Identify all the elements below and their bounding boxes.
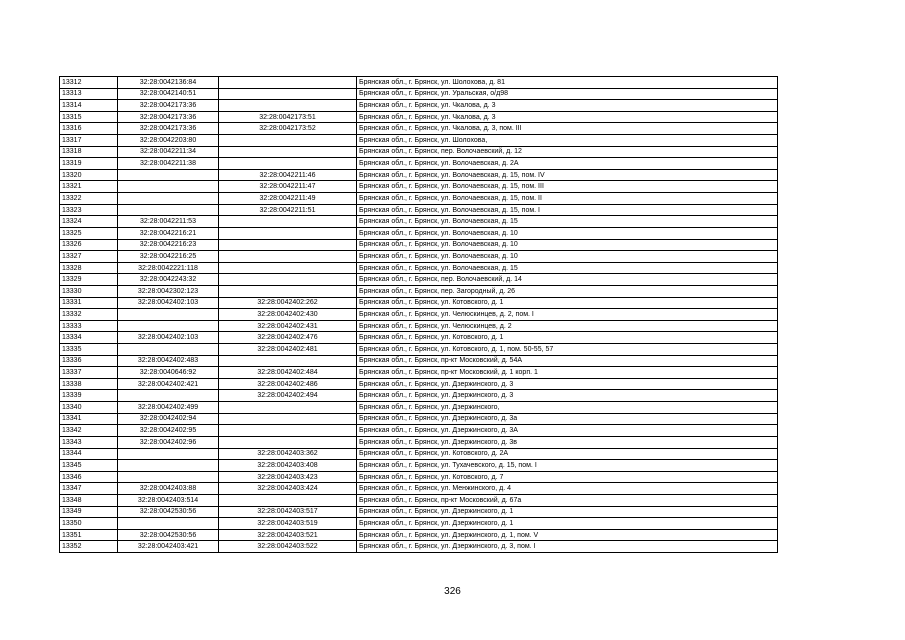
cadastral-number-cell: 32:28:0042402:483 — [118, 355, 219, 367]
address-cell: Брянская обл., г. Брянск, ул. Волочаевская, д. 15, пом. IV — [357, 169, 778, 181]
table-row — [60, 262, 778, 274]
cadastral-number-cell: 32:28:0042216:25 — [118, 251, 219, 263]
object-cadastral-number-cell — [219, 494, 357, 506]
row-number-cell: 13324 — [60, 216, 118, 228]
row-number-cell: 13323 — [60, 204, 118, 216]
table-row — [60, 506, 778, 518]
cadastral-number-cell: 32:28:0042402:103 — [118, 332, 219, 344]
row-number-cell: 13329 — [60, 274, 118, 286]
cadastral-number-cell: 32:28:0042302:123 — [118, 285, 219, 297]
table-row — [60, 448, 778, 460]
row-number-cell: 13322 — [60, 193, 118, 205]
table-row — [60, 146, 778, 158]
address-cell: Брянская обл., г. Брянск, пер. Волочаевский, д. 12 — [357, 146, 778, 158]
table-row — [60, 332, 778, 344]
object-cadastral-number-cell: 32:28:0042402:262 — [219, 297, 357, 309]
object-cadastral-number-cell: 32:28:0042211:47 — [219, 181, 357, 193]
cadastral-number-cell: 32:28:0042221:118 — [118, 262, 219, 274]
table-row — [60, 204, 778, 216]
row-number-cell: 13319 — [60, 158, 118, 170]
row-number-cell: 13351 — [60, 529, 118, 541]
registry-table-body — [60, 77, 778, 553]
object-cadastral-number-cell — [219, 355, 357, 367]
cadastral-number-cell: 32:28:0040646:92 — [118, 367, 219, 379]
cadastral-number-cell — [118, 344, 219, 356]
row-number-cell: 13332 — [60, 309, 118, 321]
object-cadastral-number-cell: 32:28:0042402:431 — [219, 320, 357, 332]
address-cell: Брянская обл., г. Брянск, ул. Дзержинского, д. 1, пом. V — [357, 529, 778, 541]
object-cadastral-number-cell — [219, 274, 357, 286]
table-row — [60, 494, 778, 506]
object-cadastral-number-cell — [219, 227, 357, 239]
row-number-cell: 13315 — [60, 111, 118, 123]
object-cadastral-number-cell: 32:28:0042403:517 — [219, 506, 357, 518]
address-cell: Брянская обл., г. Брянск, ул. Дзержинского, д. 3, пом. I — [357, 541, 778, 553]
cadastral-number-cell — [118, 460, 219, 472]
table-row — [60, 100, 778, 112]
object-cadastral-number-cell: 32:28:0042403:362 — [219, 448, 357, 460]
table-row — [60, 227, 778, 239]
object-cadastral-number-cell: 32:28:0042403:522 — [219, 541, 357, 553]
cadastral-number-cell: 32:28:0042211:53 — [118, 216, 219, 228]
row-number-cell: 13326 — [60, 239, 118, 251]
row-number-cell: 13341 — [60, 413, 118, 425]
row-number-cell: 13317 — [60, 135, 118, 147]
address-cell: Брянская обл., г. Брянск, ул. Котовского, д. 1 — [357, 297, 778, 309]
row-number-cell: 13330 — [60, 285, 118, 297]
table-row — [60, 320, 778, 332]
row-number-cell: 13325 — [60, 227, 118, 239]
page-number: 326 — [444, 586, 461, 597]
address-cell: Брянская обл., г. Брянск, пер. Загородный, д. 26 — [357, 285, 778, 297]
row-number-cell: 13346 — [60, 471, 118, 483]
table-row — [60, 378, 778, 390]
cadastral-number-cell: 32:28:0042402:96 — [118, 436, 219, 448]
cadastral-number-cell: 32:28:0042211:34 — [118, 146, 219, 158]
row-number-cell: 13331 — [60, 297, 118, 309]
row-number-cell: 13320 — [60, 169, 118, 181]
table-row — [60, 367, 778, 379]
address-cell: Брянская обл., г. Брянск, ул. Челюскинцев, д. 2, пом. I — [357, 309, 778, 321]
cadastral-number-cell: 32:28:0042402:103 — [118, 297, 219, 309]
row-number-cell: 13321 — [60, 181, 118, 193]
object-cadastral-number-cell — [219, 100, 357, 112]
address-cell: Брянская обл., г. Брянск, ул. Волочаевская, д. 15, пом. III — [357, 181, 778, 193]
address-cell: Брянская обл., г. Брянск, ул. Дзержинского, д. 3А — [357, 425, 778, 437]
cadastral-number-cell — [118, 320, 219, 332]
row-number-cell: 13313 — [60, 88, 118, 100]
row-number-cell: 13335 — [60, 344, 118, 356]
object-cadastral-number-cell: 32:28:0042403:519 — [219, 518, 357, 530]
cadastral-number-cell — [118, 204, 219, 216]
cadastral-number-cell — [118, 390, 219, 402]
row-number-cell: 13336 — [60, 355, 118, 367]
table-row — [60, 402, 778, 414]
object-cadastral-number-cell — [219, 425, 357, 437]
cadastral-number-cell: 32:28:0042211:38 — [118, 158, 219, 170]
address-cell: Брянская обл., г. Брянск, пр-кт Московский, д. 54А — [357, 355, 778, 367]
row-number-cell: 13327 — [60, 251, 118, 263]
address-cell: Брянская обл., г. Брянск, ул. Шолохова, д. 81 — [357, 77, 778, 89]
object-cadastral-number-cell — [219, 402, 357, 414]
row-number-cell: 13337 — [60, 367, 118, 379]
row-number-cell: 13350 — [60, 518, 118, 530]
cadastral-number-cell: 32:28:0042402:499 — [118, 402, 219, 414]
row-number-cell: 13328 — [60, 262, 118, 274]
object-cadastral-number-cell — [219, 146, 357, 158]
object-cadastral-number-cell: 32:28:0042402:481 — [219, 344, 357, 356]
row-number-cell: 13349 — [60, 506, 118, 518]
row-number-cell: 13333 — [60, 320, 118, 332]
object-cadastral-number-cell — [219, 262, 357, 274]
table-row — [60, 239, 778, 251]
object-cadastral-number-cell: 32:28:0042173:51 — [219, 111, 357, 123]
table-row — [60, 483, 778, 495]
address-cell: Брянская обл., г. Брянск, ул. Волочаевская, д. 10 — [357, 239, 778, 251]
row-number-cell: 13348 — [60, 494, 118, 506]
table-row — [60, 309, 778, 321]
table-row — [60, 123, 778, 135]
address-cell: Брянская обл., г. Брянск, ул. Волочаевская, д. 10 — [357, 227, 778, 239]
row-number-cell: 13352 — [60, 541, 118, 553]
address-cell: Брянская обл., г. Брянск, ул. Дзержинского, д. 3 — [357, 390, 778, 402]
address-cell: Брянская обл., г. Брянск, ул. Волочаевская, д. 15 — [357, 262, 778, 274]
address-cell: Брянская обл., г. Брянск, ул. Менжинского, д. 4 — [357, 483, 778, 495]
table-row — [60, 251, 778, 263]
row-number-cell: 13318 — [60, 146, 118, 158]
row-number-cell: 13314 — [60, 100, 118, 112]
cadastral-number-cell — [118, 518, 219, 530]
address-cell: Брянская обл., г. Брянск, ул. Котовского, д. 2А — [357, 448, 778, 460]
table-row — [60, 88, 778, 100]
address-cell: Брянская обл., г. Брянск, ул. Дзержинского, — [357, 402, 778, 414]
address-cell: Брянская обл., г. Брянск, ул. Дзержинского, д. 3 — [357, 378, 778, 390]
row-number-cell: 13339 — [60, 390, 118, 402]
table-row — [60, 355, 778, 367]
table-row — [60, 181, 778, 193]
object-cadastral-number-cell — [219, 216, 357, 228]
registry-table — [59, 76, 778, 553]
cadastral-number-cell: 32:28:0042243:32 — [118, 274, 219, 286]
table-row — [60, 413, 778, 425]
table-row — [60, 111, 778, 123]
table-row — [60, 425, 778, 437]
table-row — [60, 77, 778, 89]
row-number-cell: 13343 — [60, 436, 118, 448]
address-cell: Брянская обл., г. Брянск, ул. Котовского, д. 1, пом. 50-55, 57 — [357, 344, 778, 356]
object-cadastral-number-cell: 32:28:0042402:486 — [219, 378, 357, 390]
cadastral-number-cell — [118, 169, 219, 181]
address-cell: Брянская обл., г. Брянск, ул. Дзержинского, д. 3в — [357, 436, 778, 448]
object-cadastral-number-cell — [219, 135, 357, 147]
cadastral-number-cell: 32:28:0042140:51 — [118, 88, 219, 100]
cadastral-number-cell: 32:28:0042173:36 — [118, 123, 219, 135]
row-number-cell: 13340 — [60, 402, 118, 414]
row-number-cell: 13316 — [60, 123, 118, 135]
table-row — [60, 158, 778, 170]
address-cell: Брянская обл., г. Брянск, ул. Волочаевская, д. 15, пом. II — [357, 193, 778, 205]
cadastral-number-cell: 32:28:0042402:95 — [118, 425, 219, 437]
address-cell: Брянская обл., г. Брянск, ул. Дзержинского, д. 3а — [357, 413, 778, 425]
cadastral-number-cell: 32:28:0042530:56 — [118, 529, 219, 541]
row-number-cell: 13347 — [60, 483, 118, 495]
address-cell: Брянская обл., г. Брянск, ул. Чкалова, д. 3, пом. III — [357, 123, 778, 135]
cadastral-number-cell: 32:28:0042402:421 — [118, 378, 219, 390]
object-cadastral-number-cell: 32:28:0042402:430 — [219, 309, 357, 321]
table-row — [60, 460, 778, 472]
cadastral-number-cell: 32:28:0042403:88 — [118, 483, 219, 495]
cadastral-number-cell — [118, 193, 219, 205]
address-cell: Брянская обл., г. Брянск, пр-кт Московский, д. 1 корп. 1 — [357, 367, 778, 379]
object-cadastral-number-cell: 32:28:0042211:51 — [219, 204, 357, 216]
table-row — [60, 390, 778, 402]
cadastral-number-cell: 32:28:0042530:56 — [118, 506, 219, 518]
cadastral-number-cell: 32:28:0042173:36 — [118, 111, 219, 123]
row-number-cell: 13345 — [60, 460, 118, 472]
address-cell: Брянская обл., г. Брянск, пер. Волочаевский, д. 14 — [357, 274, 778, 286]
object-cadastral-number-cell: 32:28:0042403:408 — [219, 460, 357, 472]
address-cell: Брянская обл., г. Брянск, ул. Котовского, д. 1 — [357, 332, 778, 344]
cadastral-number-cell: 32:28:0042216:21 — [118, 227, 219, 239]
row-number-cell: 13334 — [60, 332, 118, 344]
table-row — [60, 216, 778, 228]
table-row — [60, 518, 778, 530]
table-row — [60, 541, 778, 553]
address-cell: Брянская обл., г. Брянск, ул. Волочаевская, д. 10 — [357, 251, 778, 263]
cadastral-number-cell: 32:28:0042216:23 — [118, 239, 219, 251]
object-cadastral-number-cell — [219, 436, 357, 448]
object-cadastral-number-cell: 32:28:0042211:46 — [219, 169, 357, 181]
object-cadastral-number-cell: 32:28:0042403:423 — [219, 471, 357, 483]
table-row — [60, 193, 778, 205]
address-cell: Брянская обл., г. Брянск, ул. Шолохова, — [357, 135, 778, 147]
table-row — [60, 297, 778, 309]
cadastral-number-cell: 32:28:0042136:84 — [118, 77, 219, 89]
object-cadastral-number-cell: 32:28:0042403:521 — [219, 529, 357, 541]
table-row — [60, 436, 778, 448]
address-cell: Брянская обл., г. Брянск, ул. Тухачевского, д. 15, пом. I — [357, 460, 778, 472]
object-cadastral-number-cell — [219, 239, 357, 251]
address-cell: Брянская обл., г. Брянск, ул. Челюскинцев, д. 2 — [357, 320, 778, 332]
object-cadastral-number-cell: 32:28:0042211:49 — [219, 193, 357, 205]
cadastral-number-cell — [118, 448, 219, 460]
row-number-cell: 13342 — [60, 425, 118, 437]
object-cadastral-number-cell — [219, 285, 357, 297]
address-cell: Брянская обл., г. Брянск, ул. Дзержинского, д. 1 — [357, 518, 778, 530]
object-cadastral-number-cell: 32:28:0042402:484 — [219, 367, 357, 379]
cadastral-number-cell — [118, 181, 219, 193]
table-row — [60, 169, 778, 181]
address-cell: Брянская обл., г. Брянск, ул. Уральская, о/д98 — [357, 88, 778, 100]
object-cadastral-number-cell: 32:28:0042402:494 — [219, 390, 357, 402]
object-cadastral-number-cell: 32:28:0042403:424 — [219, 483, 357, 495]
object-cadastral-number-cell — [219, 158, 357, 170]
object-cadastral-number-cell: 32:28:0042173:52 — [219, 123, 357, 135]
address-cell: Брянская обл., г. Брянск, ул. Чкалова, д. 3 — [357, 111, 778, 123]
object-cadastral-number-cell — [219, 251, 357, 263]
row-number-cell: 13338 — [60, 378, 118, 390]
row-number-cell: 13312 — [60, 77, 118, 89]
address-cell: Брянская обл., г. Брянск, пр-кт Московский, д. 67а — [357, 494, 778, 506]
table-row — [60, 529, 778, 541]
table-row — [60, 274, 778, 286]
object-cadastral-number-cell — [219, 77, 357, 89]
object-cadastral-number-cell: 32:28:0042402:476 — [219, 332, 357, 344]
cadastral-number-cell: 32:28:0042173:36 — [118, 100, 219, 112]
address-cell: Брянская обл., г. Брянск, ул. Волочаевская, д. 2А — [357, 158, 778, 170]
row-number-cell: 13344 — [60, 448, 118, 460]
cadastral-number-cell — [118, 309, 219, 321]
table-row — [60, 471, 778, 483]
table-row — [60, 344, 778, 356]
cadastral-number-cell: 32:28:0042403:514 — [118, 494, 219, 506]
table-row — [60, 285, 778, 297]
address-cell: Брянская обл., г. Брянск, ул. Волочаевская, д. 15 — [357, 216, 778, 228]
cadastral-number-cell — [118, 471, 219, 483]
object-cadastral-number-cell — [219, 88, 357, 100]
cadastral-number-cell: 32:28:0042403:421 — [118, 541, 219, 553]
address-cell: Брянская обл., г. Брянск, ул. Дзержинского, д. 1 — [357, 506, 778, 518]
cadastral-number-cell: 32:28:0042402:94 — [118, 413, 219, 425]
address-cell: Брянская обл., г. Брянск, ул. Котовского, д. 7 — [357, 471, 778, 483]
table-row — [60, 135, 778, 147]
address-cell: Брянская обл., г. Брянск, ул. Волочаевская, д. 15, пом. I — [357, 204, 778, 216]
cadastral-number-cell: 32:28:0042203:80 — [118, 135, 219, 147]
object-cadastral-number-cell — [219, 413, 357, 425]
address-cell: Брянская обл., г. Брянск, ул. Чкалова, д. 3 — [357, 100, 778, 112]
